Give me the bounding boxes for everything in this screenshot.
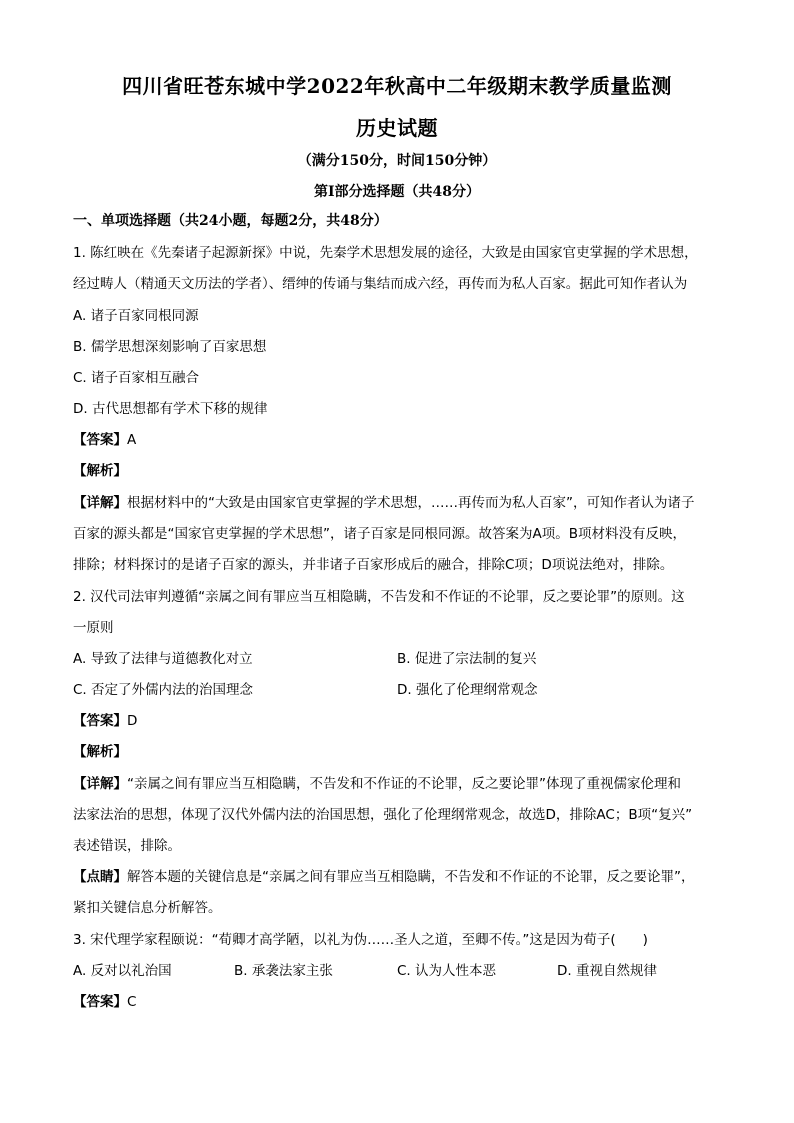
part-heading: 第I部分选择题（共48分）: [313, 184, 481, 200]
answer-tag: 【答案】: [73, 994, 127, 1010]
q1-option-b: B. 儒学思想深刻影响了百家思想: [73, 339, 267, 355]
analysis-tag: 【解析】: [73, 744, 127, 760]
score-time-note: （满分150分，时间150分钟）: [297, 153, 497, 169]
q2-answer: [73, 711, 723, 731]
detail-text: 根据材料中的“大致是由国家官吏掌握的学术思想，……再传而为私人百家”，可知作者认为诸子: [127, 495, 695, 511]
q2-option-d: D. 强化了伦理纲常观念: [397, 682, 538, 698]
q1-detail-line1: [73, 493, 723, 513]
q3-option-b: B. 承袭法家主张: [234, 963, 333, 979]
q1-stem-line2: 经过畴人（精通天文历法的学者）、缙绅的传诵与集结而成六经，再传而为私人百家。据此可知作者认为: [73, 276, 688, 292]
detail-text: “亲属之间有罪应当互相隐瞒，不告发和不作证的不论罪，反之要论罪”体现了重视儒家伦理和: [127, 776, 681, 792]
q2-tip-line1: [73, 867, 723, 887]
q2-detail-line2: 法家法治的思想，体现了汉代外儒内法的治国思想，强化了伦理纲常观念，故选D，排除AC；B项“复兴”: [73, 807, 693, 823]
q2-option-a: A. 导致了法律与道德教化对立: [73, 651, 253, 667]
answer-value: A: [127, 432, 137, 448]
q3-option-a: A. 反对以礼治国: [73, 963, 172, 979]
tip-text: 解答本题的关键信息是“亲属之间有罪应当互相隐瞒，不告发和不作证的不论罪，反之要论罪”，: [127, 869, 695, 885]
exam-title: 四川省旺苍东城中学2022年秋高中二年级期末教学质量监测: [122, 74, 672, 98]
q2-tip-line2: 紧扣关键信息分析解答。: [73, 900, 222, 916]
q1-analysis-tag: [73, 461, 723, 481]
detail-tag: 【详解】: [73, 776, 127, 792]
answer-value: D: [127, 713, 138, 729]
q3-option-d: D. 重视自然规律: [557, 963, 657, 979]
subject-title: 历史试题: [356, 116, 438, 140]
q2-stem-line1: 2. 汉代司法审判遵循“亲属之间有罪应当互相隐瞒，不告发和不作证的不论罪，反之要论罪”的原则。这: [73, 589, 685, 605]
q1-stem-line1: 1. 陈红映在《先秦诸子起源新探》中说，先秦学术思想发展的途径，大致是由国家官吏掌握的学术思想，: [73, 245, 698, 261]
q1-option-c: C. 诸子百家相互融合: [73, 370, 200, 386]
q1-option-d: D. 古代思想都有学术下移的规律: [73, 401, 268, 417]
tip-tag: 【点睛】: [73, 869, 127, 885]
q2-stem-line2: 一原则: [73, 620, 114, 636]
q2-option-c: C. 否定了外儒内法的治国理念: [73, 682, 254, 698]
q2-detail-line1: [73, 774, 723, 794]
q1-option-a: A. 诸子百家同根同源: [73, 308, 199, 324]
answer-value: C: [127, 994, 137, 1010]
detail-tag: 【详解】: [73, 495, 127, 511]
q3-option-c: C. 认为人性本恶: [397, 963, 497, 979]
q1-detail-line2: 百家的源头都是“国家官吏掌握的学术思想”，诸子百家是同根同源。故答案为A项。B项材料没有反映，: [73, 526, 686, 542]
q3-stem-line1: 3. 宋代理学家程颐说：“荀卿才高学陋，以礼为伪……圣人之道，至卿不传。”这是因为荀子( ): [73, 932, 648, 948]
q1-detail-line3: 排除；材料探讨的是诸子百家的源头，并非诸子百家形成后的融合，排除C项；D项说法绝对，排除。: [73, 557, 674, 573]
q2-analysis-tag: [73, 742, 723, 762]
answer-tag: 【答案】: [73, 432, 127, 448]
q3-answer: [73, 992, 723, 1012]
q1-answer: [73, 430, 723, 450]
section-heading: 一、单项选择题（共24小题，每题2分，共48分）: [73, 213, 388, 229]
analysis-tag: 【解析】: [73, 463, 127, 479]
q2-option-b: B. 促进了宗法制的复兴: [397, 651, 537, 667]
answer-tag: 【答案】: [73, 713, 127, 729]
q2-detail-line3: 表述错误，排除。: [73, 838, 181, 854]
